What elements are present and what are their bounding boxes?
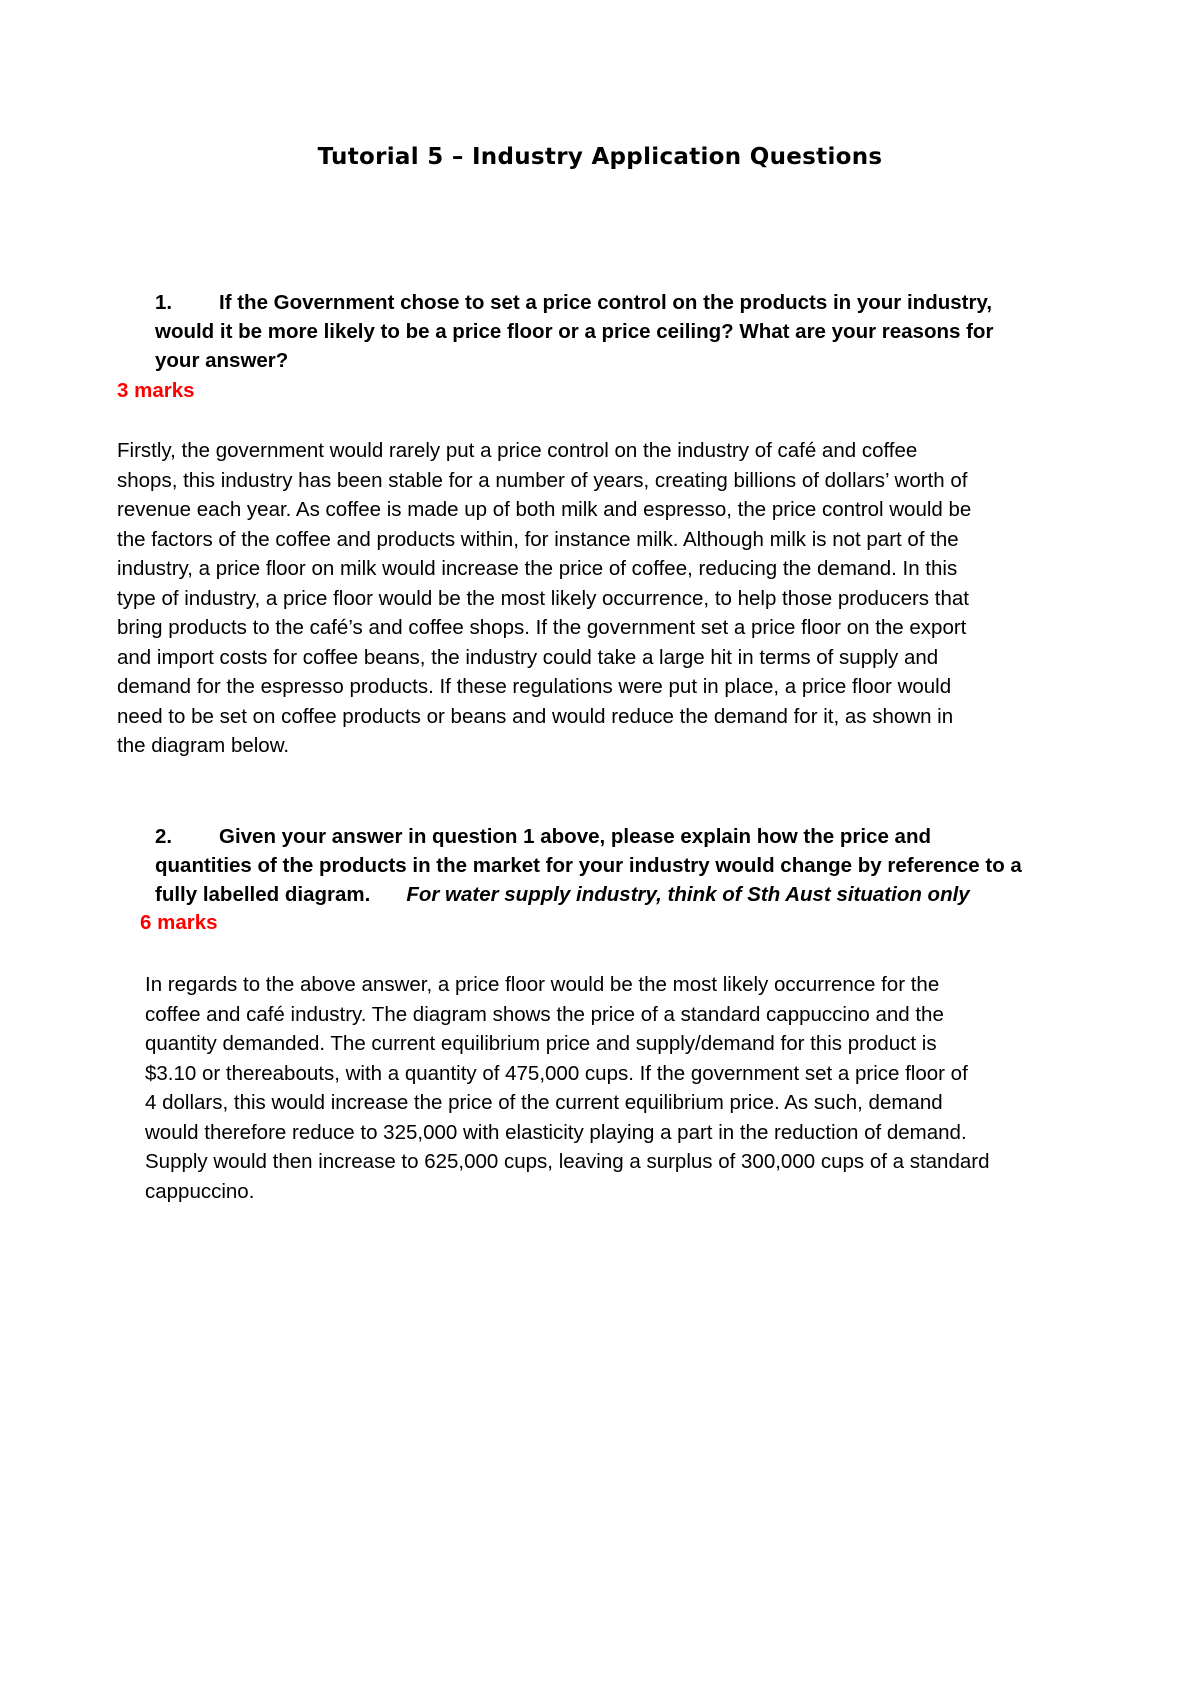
answer-1-line: need to be set on coffee products or beans and would reduce the demand for it, as shown in [117, 704, 954, 728]
answer-2-line: 4 dollars, this would increase the price of the current equilibrium price. As such, demand [145, 1091, 943, 1114]
question-2-line-3: fully labelled diagram. [155, 883, 371, 906]
answer-2-line: would therefore reduce to 325,000 with elasticity playing a part in the reduction of demand. [145, 1120, 967, 1144]
answer-1-line: and import costs for coffee beans, the industry could take a large hit in terms of supply and [117, 645, 939, 669]
answer-1-line: Firstly, the government would rarely put a price control on the industry of café and coffee [117, 439, 918, 462]
page-title: Tutorial 5 – Industry Application Questions [317, 144, 883, 170]
answer-2-line: coffee and café industry. The diagram shows the price of a standard cappuccino and the [145, 1002, 944, 1026]
answer-1-line: the diagram below. [117, 734, 290, 757]
question-2-line-1: Given your answer in question 1 above, please explain how the price and [219, 825, 932, 848]
question-2-note: For water supply industry, think of Sth Aust situation only [406, 883, 970, 906]
question-1-line-2: would it be more likely to be a price floor or a price ceiling? What are your reasons for [155, 320, 994, 343]
answer-1-line: revenue each year. As coffee is made up of both milk and espresso, the price control would be [117, 498, 972, 521]
answer-2-line: $3.10 or thereabouts, with a quantity of 475,000 cups. If the government set a price floor of [145, 1061, 968, 1085]
question-1-marks: 3 marks [117, 379, 195, 402]
answer-1 [117, 436, 1077, 761]
answer-2-line: In regards to the above answer, a price floor would be the most likely occurrence for the [145, 973, 940, 996]
question-2-line-3-row [155, 880, 1085, 909]
question-1-number: 1. [155, 291, 173, 314]
answer-2-line: cappuccino. [145, 1179, 255, 1203]
answer-2-line: Supply would then increase to 625,000 cups, leaving a surplus of 300,000 cups of a standard [145, 1150, 990, 1173]
question-2 [155, 822, 1085, 909]
question-1-line-3: your answer? [155, 349, 289, 372]
question-2-number: 2. [155, 825, 173, 848]
question-2-first-line [155, 822, 1085, 851]
question-1-line-1: If the Government chose to set a price control on the products in your industry, [219, 291, 993, 314]
question-2-line-2: quantities of the products in the market for your industry would change by reference to a [155, 854, 1022, 877]
question-1-first-line [155, 288, 1055, 317]
question-1 [155, 288, 1055, 375]
answer-2-line: quantity demanded. The current equilibrium price and supply/demand for this product is [145, 1032, 937, 1055]
answer-2 [145, 970, 1085, 1206]
question-2-marks: 6 marks [140, 911, 218, 934]
answer-1-line: the factors of the coffee and products within, for instance milk. Although milk is not part of the [117, 527, 959, 551]
answer-1-line: industry, a price floor on milk would increase the price of coffee, reducing the demand. In this [117, 557, 958, 580]
answer-1-line: demand for the espresso products. If these regulations were put in place, a price floor would [117, 675, 952, 698]
answer-1-line: bring products to the café’s and coffee shops. If the government set a price floor on the export [117, 616, 967, 639]
answer-1-line: shops, this industry has been stable for a number of years, creating billions of dollars’ worth of [117, 468, 968, 492]
answer-1-line: type of industry, a price floor would be the most likely occurrence, to help those producers that [117, 586, 969, 610]
